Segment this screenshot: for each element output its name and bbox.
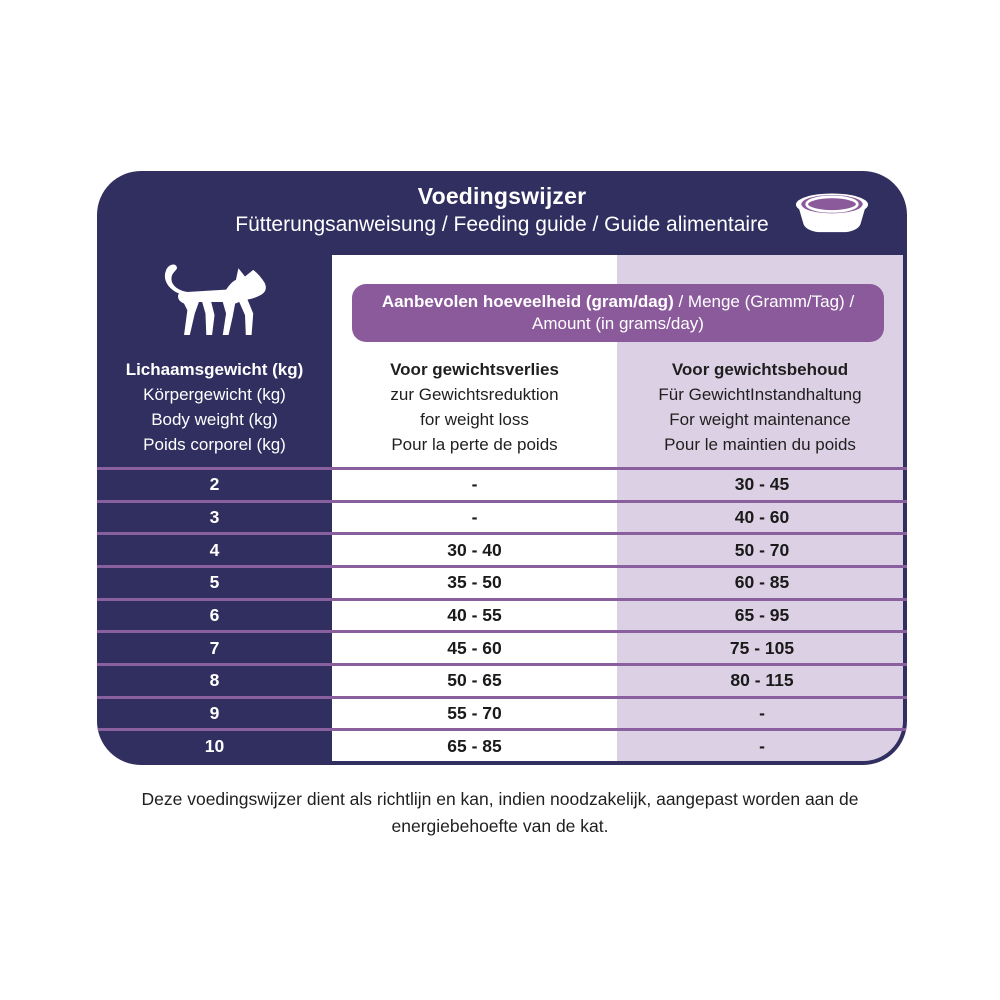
feeding-guide-card bbox=[97, 171, 907, 765]
weight-cell: 2 bbox=[209, 474, 220, 495]
loss-cell: 40 - 55 bbox=[447, 605, 502, 626]
maint-header-en: For weight maintenance bbox=[669, 410, 851, 429]
weight-cell: 4 bbox=[209, 539, 220, 560]
footer-note-text: Deze voedingswijzer dient als richtlijn en kan, indien noodzakelijk, aangepast worden aan de energiebehoefte van de kat. bbox=[141, 789, 859, 836]
weight-cell: 7 bbox=[209, 637, 220, 658]
table-row bbox=[97, 598, 907, 631]
table-row bbox=[97, 565, 907, 598]
weight-cell: 10 bbox=[204, 735, 225, 756]
loss-header-fr: Pour la perte de poids bbox=[391, 435, 558, 454]
feeding-table bbox=[97, 467, 907, 761]
recommended-amount-band bbox=[352, 284, 884, 342]
pet-bowl-icon bbox=[786, 182, 878, 244]
table-row bbox=[97, 532, 907, 565]
maintenance-cell: - bbox=[759, 735, 765, 756]
loss-cell: - bbox=[471, 507, 478, 527]
page-subtitle: Fütterungsanweisung / Feeding guide / Guide alimentaire bbox=[235, 213, 769, 236]
column-header-body-weight bbox=[97, 357, 332, 457]
footer-note bbox=[0, 786, 1000, 840]
maintenance-cell: 30 - 45 bbox=[734, 474, 790, 495]
weight-header-de: Körpergewicht (kg) bbox=[143, 385, 286, 404]
weight-header-fr: Poids corporel (kg) bbox=[143, 435, 286, 454]
loss-cell: 65 - 85 bbox=[447, 735, 502, 756]
maintenance-cell: 60 - 85 bbox=[734, 572, 790, 593]
weight-header-nl: Lichaamsgewicht (kg) bbox=[125, 360, 304, 379]
table-row bbox=[97, 467, 907, 500]
loss-header-de: zur Gewichtsreduktion bbox=[390, 385, 559, 404]
weight-cell: 3 bbox=[209, 507, 220, 527]
band-bold-text: Aanbevolen hoeveelheid (gram/dag) bbox=[381, 292, 674, 311]
maintenance-cell: 50 - 70 bbox=[734, 539, 790, 560]
band-line-1 bbox=[366, 291, 870, 313]
page-title: Voedingswijzer bbox=[417, 183, 587, 209]
column-header-weight-loss bbox=[332, 357, 617, 457]
weight-cell: 6 bbox=[209, 605, 220, 626]
band-regular-text: / Menge (Gramm/Tag) / bbox=[673, 292, 855, 311]
loss-header-en: for weight loss bbox=[420, 410, 529, 429]
table-row bbox=[97, 663, 907, 696]
loss-cell: - bbox=[471, 474, 478, 495]
maint-header-nl: Voor gewichtsbehoud bbox=[671, 360, 849, 379]
weight-cell: 8 bbox=[209, 670, 220, 691]
weight-cell: 9 bbox=[209, 703, 220, 724]
maintenance-cell: 80 - 115 bbox=[730, 670, 794, 691]
loss-cell: 55 - 70 bbox=[447, 703, 502, 724]
loss-header-nl: Voor gewichtsverlies bbox=[390, 360, 559, 379]
table-row bbox=[97, 696, 907, 729]
walking-cat-icon bbox=[147, 256, 287, 348]
table-row bbox=[97, 728, 907, 761]
maint-header-fr: Pour le maintien du poids bbox=[664, 435, 856, 454]
loss-cell: 30 - 40 bbox=[447, 539, 502, 560]
loss-cell: 50 - 65 bbox=[447, 670, 502, 691]
band-line-2: Amount (in grams/day) bbox=[532, 314, 704, 333]
table-row bbox=[97, 630, 907, 663]
maintenance-cell: 40 - 60 bbox=[734, 507, 790, 527]
column-header-weight-maintenance bbox=[617, 357, 903, 457]
loss-cell: 45 - 60 bbox=[447, 637, 502, 658]
table-row bbox=[97, 500, 907, 533]
weight-cell: 5 bbox=[209, 572, 220, 593]
maintenance-cell: - bbox=[759, 703, 765, 724]
loss-cell: 35 - 50 bbox=[447, 572, 502, 593]
weight-header-en: Body weight (kg) bbox=[151, 410, 278, 429]
maint-header-de: Für GewichtInstandhaltung bbox=[658, 385, 862, 404]
maintenance-cell: 75 - 105 bbox=[729, 637, 795, 658]
maintenance-cell: 65 - 95 bbox=[734, 605, 790, 626]
